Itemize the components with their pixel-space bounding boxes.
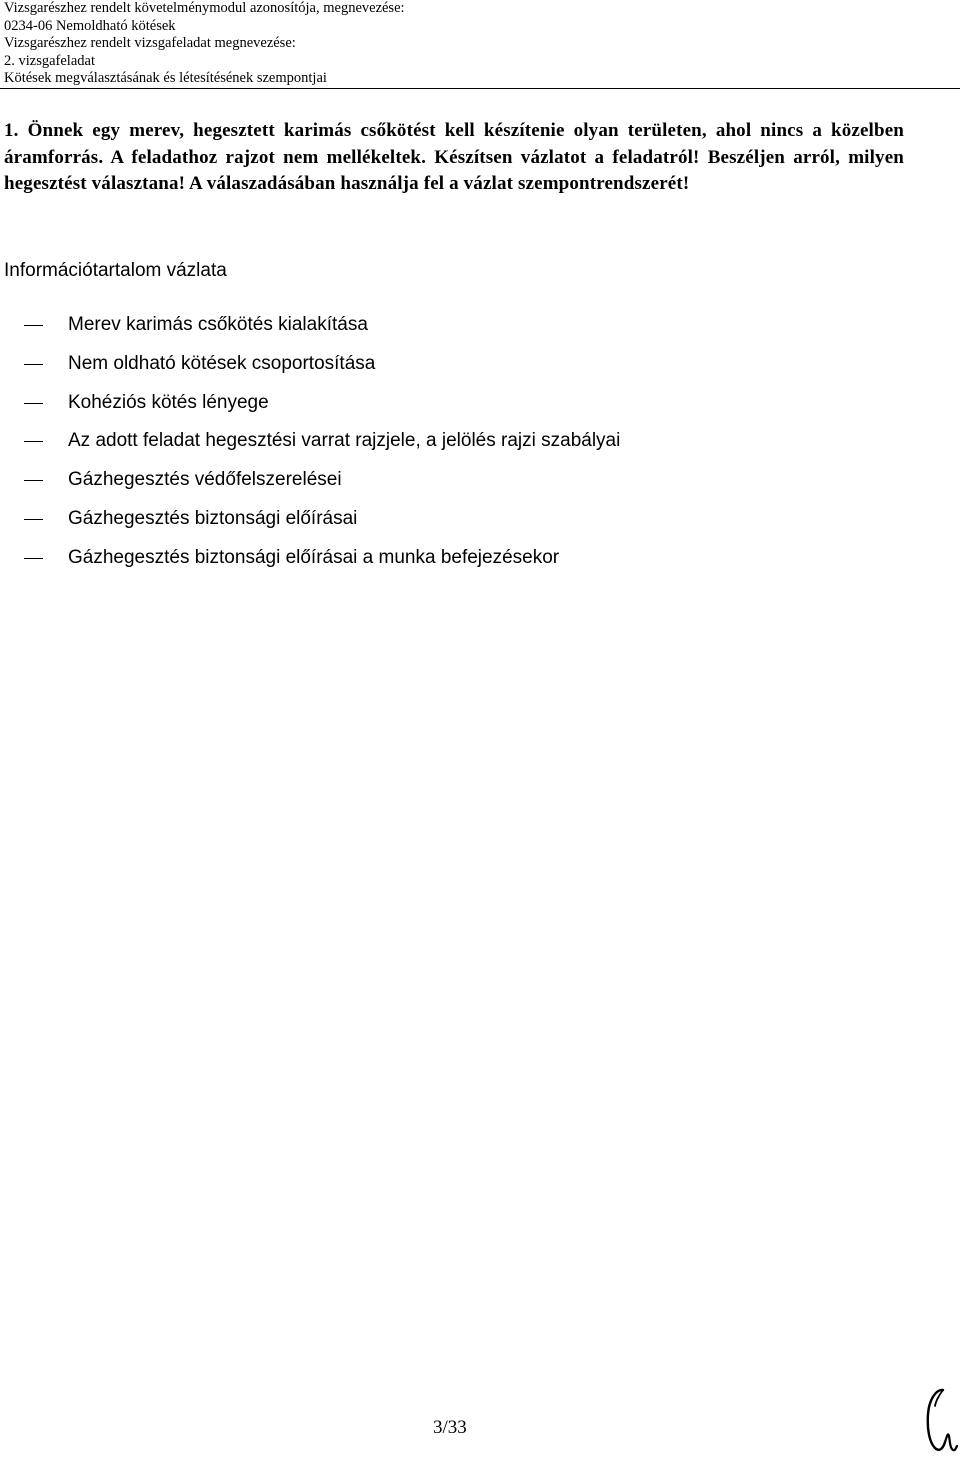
exam-task-name: 2. vizsgafeladat [4,52,95,69]
outline-item-text: Gázhegesztés védőfelszerelései [68,469,342,491]
outline-item-text: Kohéziós kötés lényege [68,391,269,413]
dash-bullet-icon [24,480,43,481]
exam-task-subtitle: Kötések megválasztásának és létesítésének szempontjai [4,70,327,86]
dash-bullet-icon [24,441,43,442]
task-question: 1. Önnek egy merev, hegesztett karimás csőkötést kell készítenie olyan területen, ahol nincs a közelben áramforrás. A feladathoz rajzot nem mellékeltek. Készítsen vázlatot a feladatról! Beszéljen arról, milyen hegesztést választana! A válaszadásában használja fel a vázlat szempontrendszerét! [4,120,904,194]
page-number: 3/33 [433,1417,467,1438]
outline-list [0,310,940,582]
exam-task-label: Vizsgarészhez rendelt vizsgafeladat megnevezése: [4,35,296,51]
header-divider [0,88,960,89]
outline-item-text: Gázhegesztés biztonsági előírásai a munka befejezésekor [68,546,560,568]
outline-item [0,426,940,465]
outline-item-text: Merev karimás csőkötés kialakítása [68,314,368,335]
module-label: Vizsgarészhez rendelt követelménymodul azonosítója, megnevezése: [4,0,405,16]
outline-item-text: Az adott feladat hegesztési varrat rajzjele, a jelölés rajzi szabályai [68,430,621,452]
outline-item [0,543,940,582]
dash-bullet-icon [24,325,43,326]
dash-bullet-icon [24,519,43,520]
outline-item [0,504,940,543]
outline-title: Információtartalom vázlata [4,260,227,281]
dash-bullet-icon [24,403,43,404]
outline-item-text: Nem oldható kötések csoportosítása [68,352,376,374]
outline-item [0,349,940,388]
dash-bullet-icon [24,558,43,559]
outline-item [0,388,940,427]
outline-item [0,310,940,349]
module-name: 0234-06 Nemoldható kötések [4,17,176,34]
dash-bullet-icon [24,364,43,365]
outline-item [0,465,940,504]
outline-item-text: Gázhegesztés biztonsági előírásai [68,507,358,529]
document-header [4,0,944,88]
signature-mark [916,1386,958,1456]
